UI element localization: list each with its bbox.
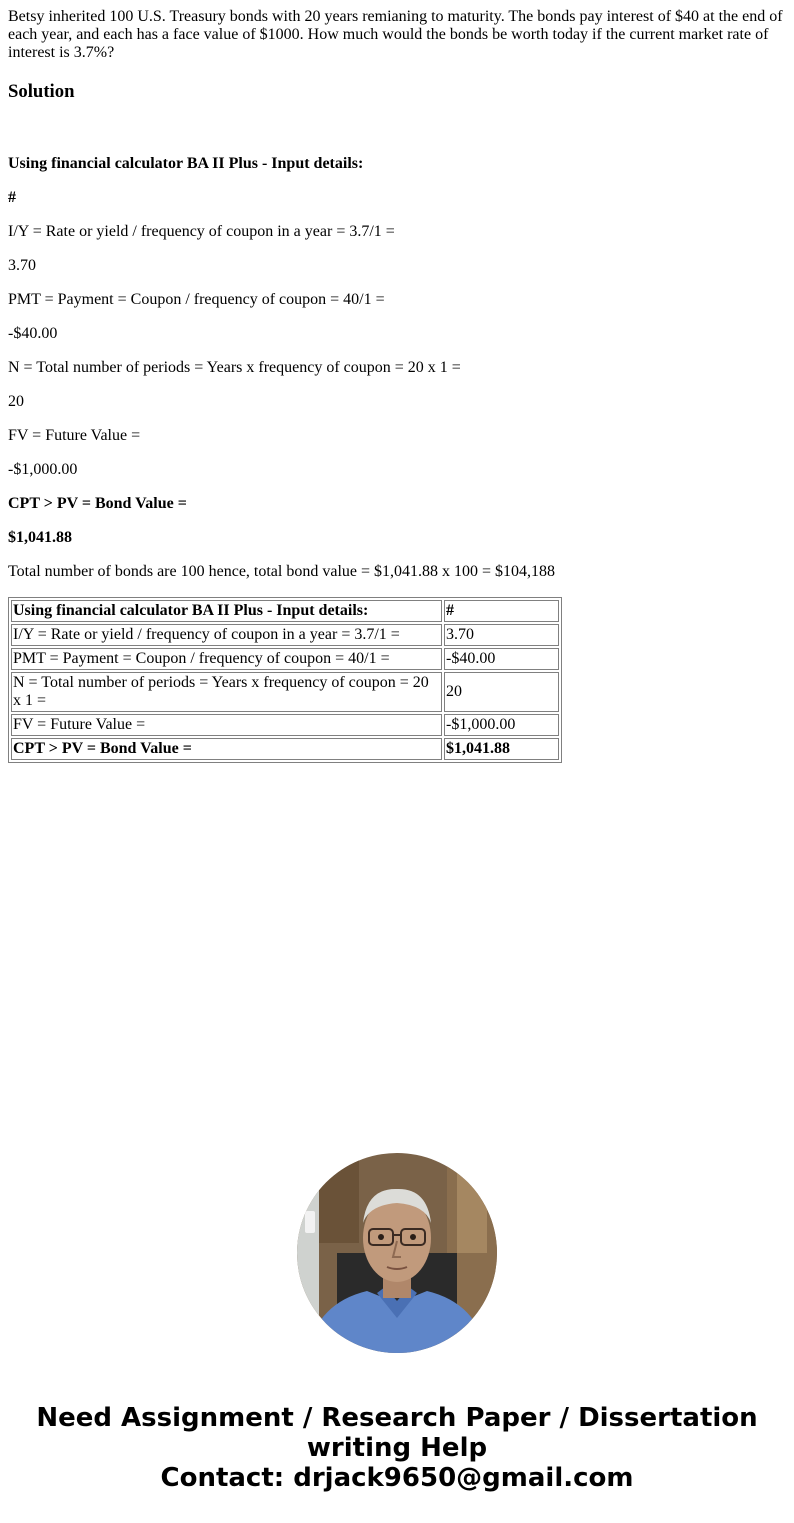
- question-text: Betsy inherited 100 U.S. Treasury bonds with 20 years remianing to maturity. The bonds pay interest of $40 at the end of each year, and each has a face value of $1000. How much would the bonds be worth today if the current market rate of interest is 3.7%?: [8, 8, 783, 61]
- fv-value: -$1,000.00: [8, 461, 78, 478]
- hash-marker: #: [8, 189, 16, 206]
- pmt-value: -$40.00: [8, 325, 58, 342]
- solution-heading: Solution: [8, 81, 75, 102]
- promo-banner: [0, 1403, 794, 1493]
- table-row: [11, 738, 559, 760]
- table-cell-label: Using financial calculator BA II Plus - Input details:: [11, 600, 442, 622]
- avatar-portrait: [297, 1153, 497, 1353]
- table-cell-label: FV = Future Value =: [11, 714, 442, 736]
- n-label: N = Total number of periods = Years x frequency of coupon = 20 x 1 =: [8, 359, 461, 376]
- table-cell-value: #: [444, 600, 559, 622]
- table-cell-label: PMT = Payment = Coupon / frequency of coupon = 40/1 =: [11, 648, 442, 670]
- promo-line-1: Need Assignment / Research Paper / Dissertation: [36, 1403, 758, 1433]
- pv-label: CPT > PV = Bond Value =: [8, 495, 187, 512]
- promo-contact: Contact: drjack9650@gmail.com: [160, 1463, 634, 1493]
- table-cell-value: -$40.00: [444, 648, 559, 670]
- table-cell-value: 20: [444, 672, 559, 712]
- document-body: [8, 8, 786, 757]
- table-row: [11, 672, 559, 712]
- calculator-input-table: [8, 597, 562, 763]
- total-bond-value: Total number of bonds are 100 hence, total bond value = $1,041.88 x 100 = $104,188: [8, 563, 556, 580]
- table-row: [11, 648, 559, 670]
- table-cell-label: CPT > PV = Bond Value =: [11, 738, 442, 760]
- table-cell-value: $1,041.88: [444, 738, 559, 760]
- fv-label: FV = Future Value =: [8, 427, 141, 444]
- iy-value: 3.70: [8, 257, 36, 274]
- table-row: [11, 714, 559, 736]
- pv-value: $1,041.88: [8, 529, 72, 546]
- table-row: [11, 600, 559, 622]
- table-row: [11, 624, 559, 646]
- pmt-label: PMT = Payment = Coupon / frequency of coupon = 40/1 =: [8, 291, 385, 308]
- input-details-title: Using financial calculator BA II Plus - Input details:: [8, 155, 364, 172]
- table-cell-label: I/Y = Rate or yield / frequency of coupon in a year = 3.7/1 =: [11, 624, 442, 646]
- iy-label: I/Y = Rate or yield / frequency of coupon in a year = 3.7/1 =: [8, 223, 395, 240]
- n-value: 20: [8, 393, 24, 410]
- table-cell-value: 3.70: [444, 624, 559, 646]
- promo-line-2: writing Help: [306, 1433, 488, 1463]
- table-cell-label: N = Total number of periods = Years x frequency of coupon = 20 x 1 =: [11, 672, 442, 712]
- author-avatar: [297, 1153, 497, 1353]
- table-cell-value: -$1,000.00: [444, 714, 559, 736]
